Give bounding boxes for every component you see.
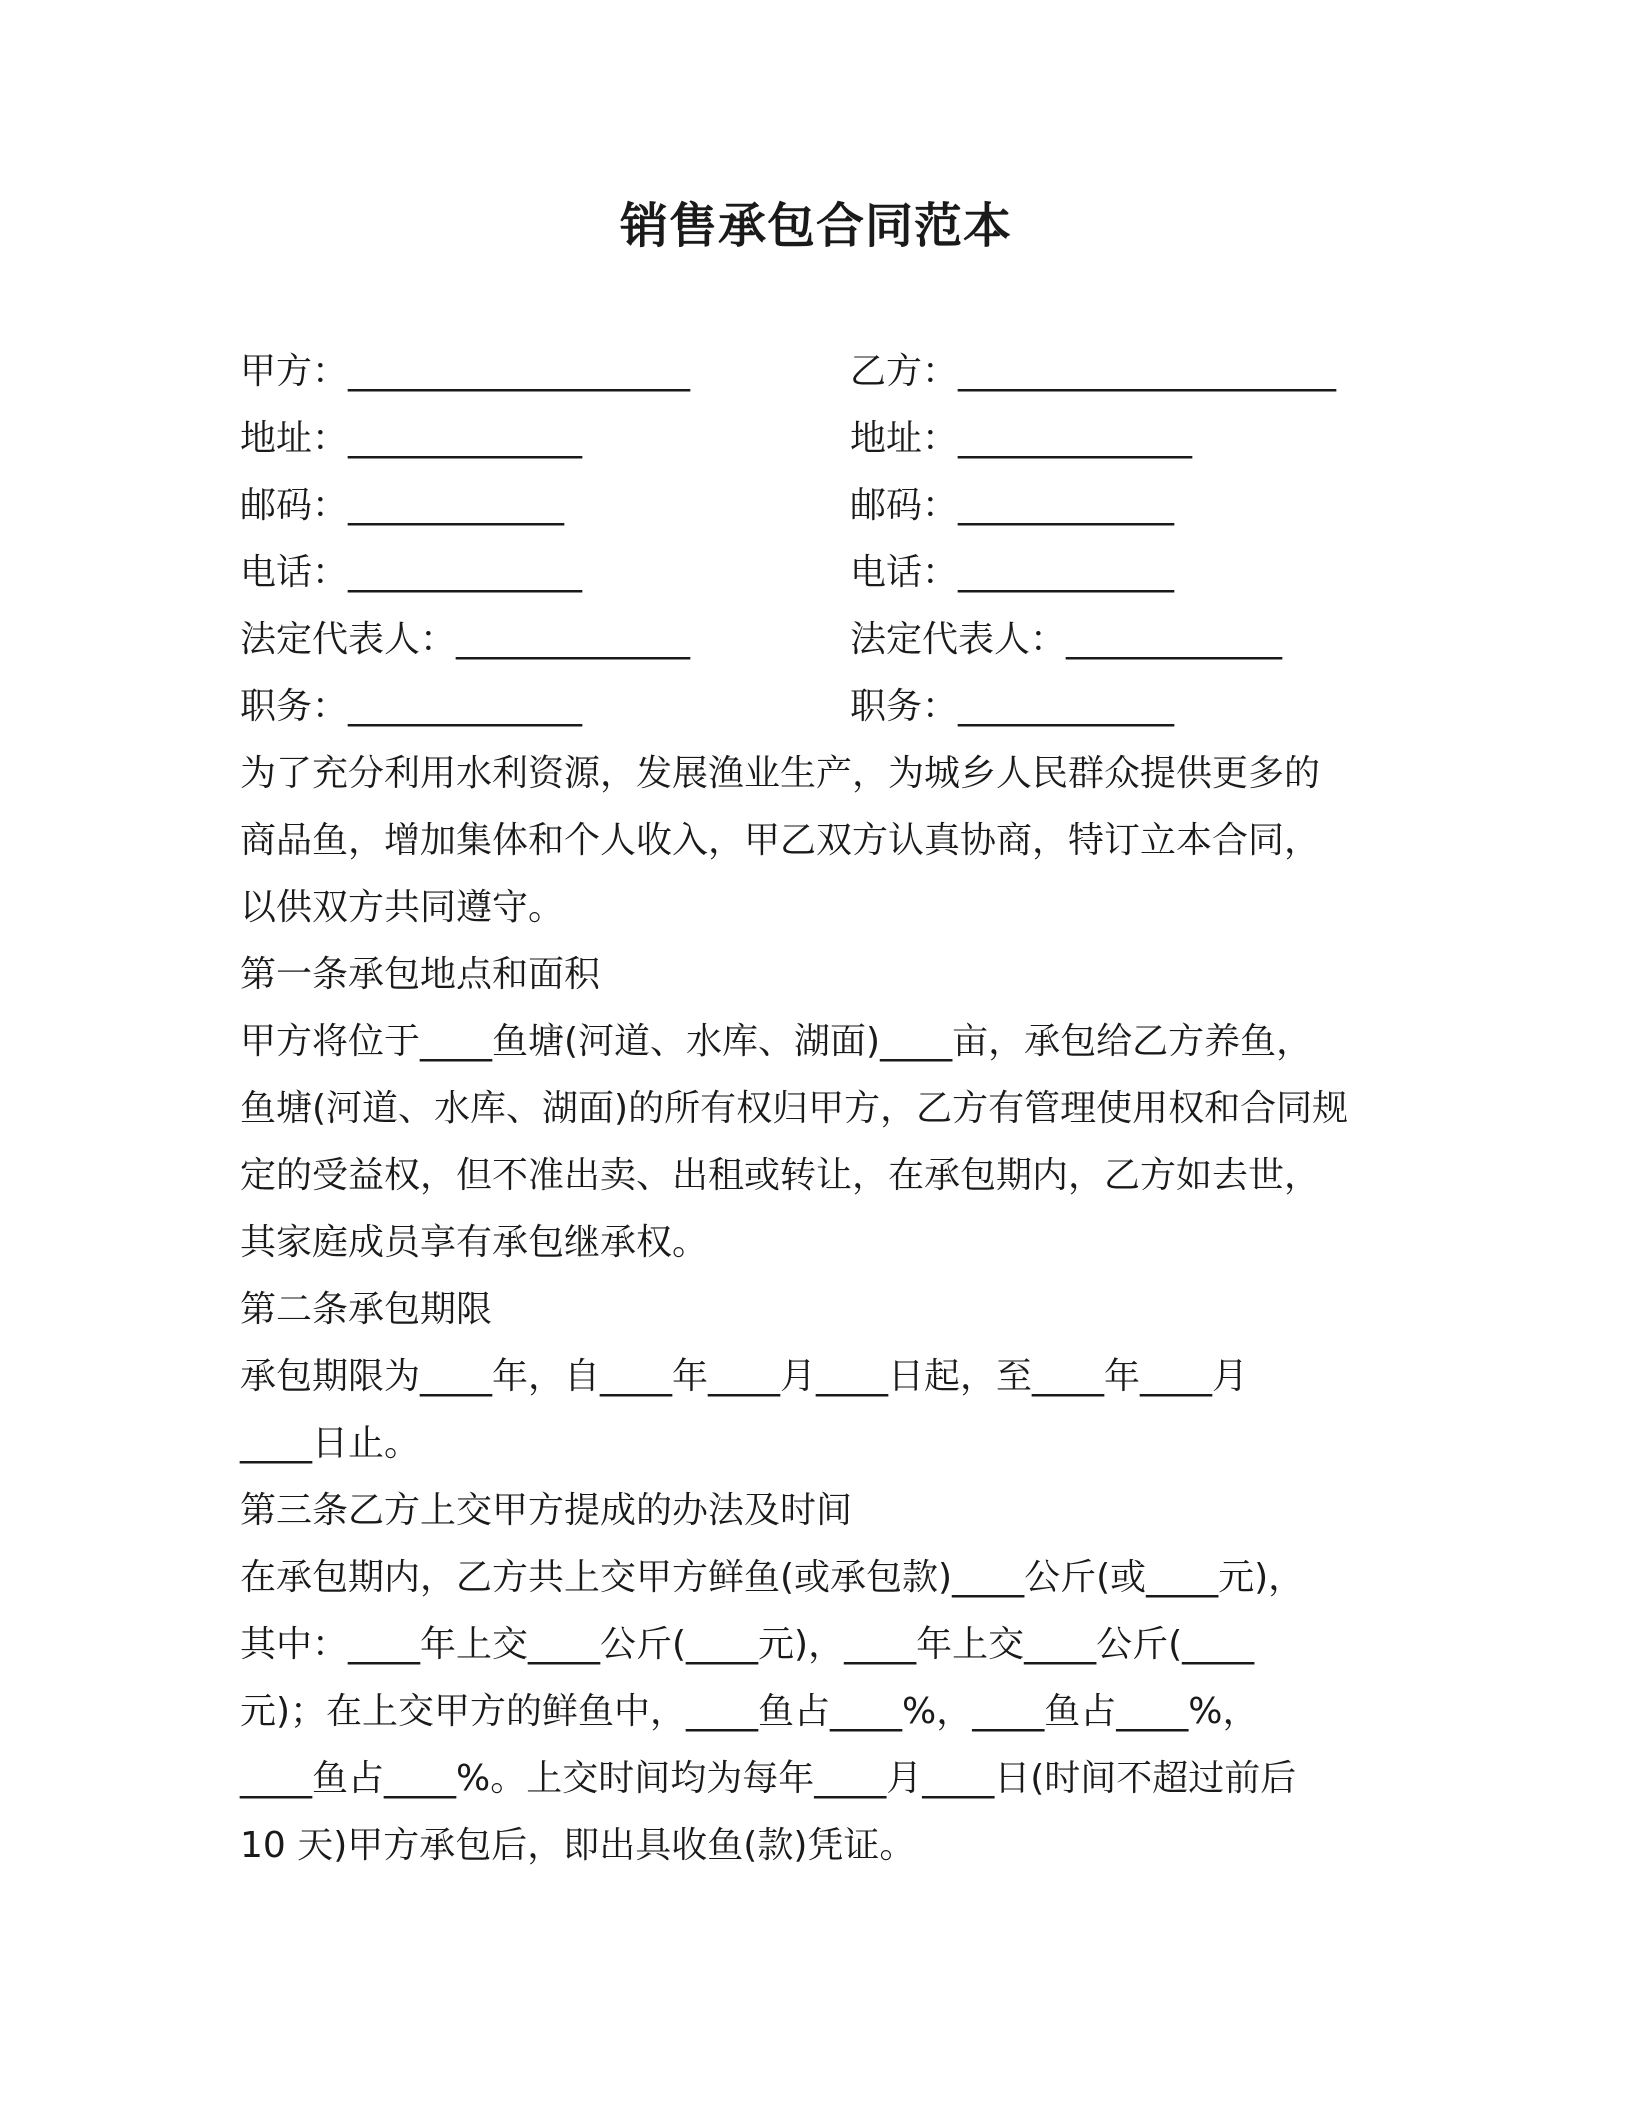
party-row-address [240, 405, 1400, 472]
preamble-line: 为了充分利用水利资源，发展渔业生产，为城乡人民群众提供更多的 [240, 753, 1321, 794]
party-b-phone: 电话：____________ [850, 552, 1175, 593]
article-3-line: 在承包期内，乙方共上交甲方鲜鱼(或承包款)____公斤(或____元)， [240, 1557, 1305, 1598]
preamble-line: 商品鱼，增加集体和个人收入，甲乙双方认真协商，特订立本合同， [240, 820, 1321, 861]
article-3-line: 元)；在上交甲方的鲜鱼中，____鱼占____%，____鱼占____%， [240, 1691, 1259, 1732]
party-b-name: 乙方：_____________________ [850, 351, 1337, 392]
party-b-legal-rep: 法定代表人：____________ [850, 619, 1283, 660]
party-a-phone: 电话：_____________ [240, 552, 583, 593]
party-row-phone [240, 539, 1400, 606]
article-1-line: 鱼塘(河道、水库、湖面)的所有权归甲方，乙方有管理使用权和合同规 [240, 1088, 1349, 1129]
article-2-line: ____日止。 [240, 1423, 421, 1464]
article-1-line: 其家庭成员享有承包继承权。 [240, 1222, 709, 1263]
party-row-position [240, 673, 1400, 740]
contract-body [240, 740, 1400, 1879]
preamble-line: 以供双方共同遵守。 [240, 887, 565, 928]
party-a-address: 地址：_____________ [240, 418, 583, 459]
article-3-heading: 第三条乙方上交甲方提成的办法及时间 [240, 1490, 853, 1531]
article-2-line: 承包期限为____年，自____年____月____日起，至____年____月 [240, 1356, 1249, 1397]
article-1-heading: 第一条承包地点和面积 [240, 954, 601, 995]
party-row-legal-rep [240, 606, 1400, 673]
party-b-postcode: 邮码：____________ [850, 485, 1175, 526]
article-3-line: 其中：____年上交____公斤(____元)，____年上交____公斤(____ [240, 1624, 1255, 1665]
document-title: 销售承包合同范本 [619, 198, 1012, 254]
party-b-position: 职务：____________ [850, 686, 1175, 727]
party-info-grid [240, 338, 1400, 740]
party-row-name [240, 338, 1400, 405]
article-1-line: 定的受益权，但不准出卖、出租或转让，在承包期内，乙方如去世， [240, 1155, 1321, 1196]
article-2-heading: 第二条承包期限 [240, 1289, 493, 1330]
article-3-line: 10 天)甲方承包后，即出具收鱼(款)凭证。 [240, 1825, 916, 1866]
party-a-legal-rep: 法定代表人：_____________ [240, 619, 691, 660]
article-1-line: 甲方将位于____鱼塘(河道、水库、湖面)____亩，承包给乙方养鱼， [240, 1021, 1313, 1062]
party-a-postcode: 邮码：____________ [240, 485, 565, 526]
party-row-postcode [240, 472, 1400, 539]
party-b-address: 地址：_____________ [850, 418, 1193, 459]
party-a-name: 甲方：___________________ [240, 351, 691, 392]
party-a-position: 职务：_____________ [240, 686, 583, 727]
article-3-line: ____鱼占____%。上交时间均为每年____月____日(时间不超过前后 [240, 1758, 1297, 1799]
